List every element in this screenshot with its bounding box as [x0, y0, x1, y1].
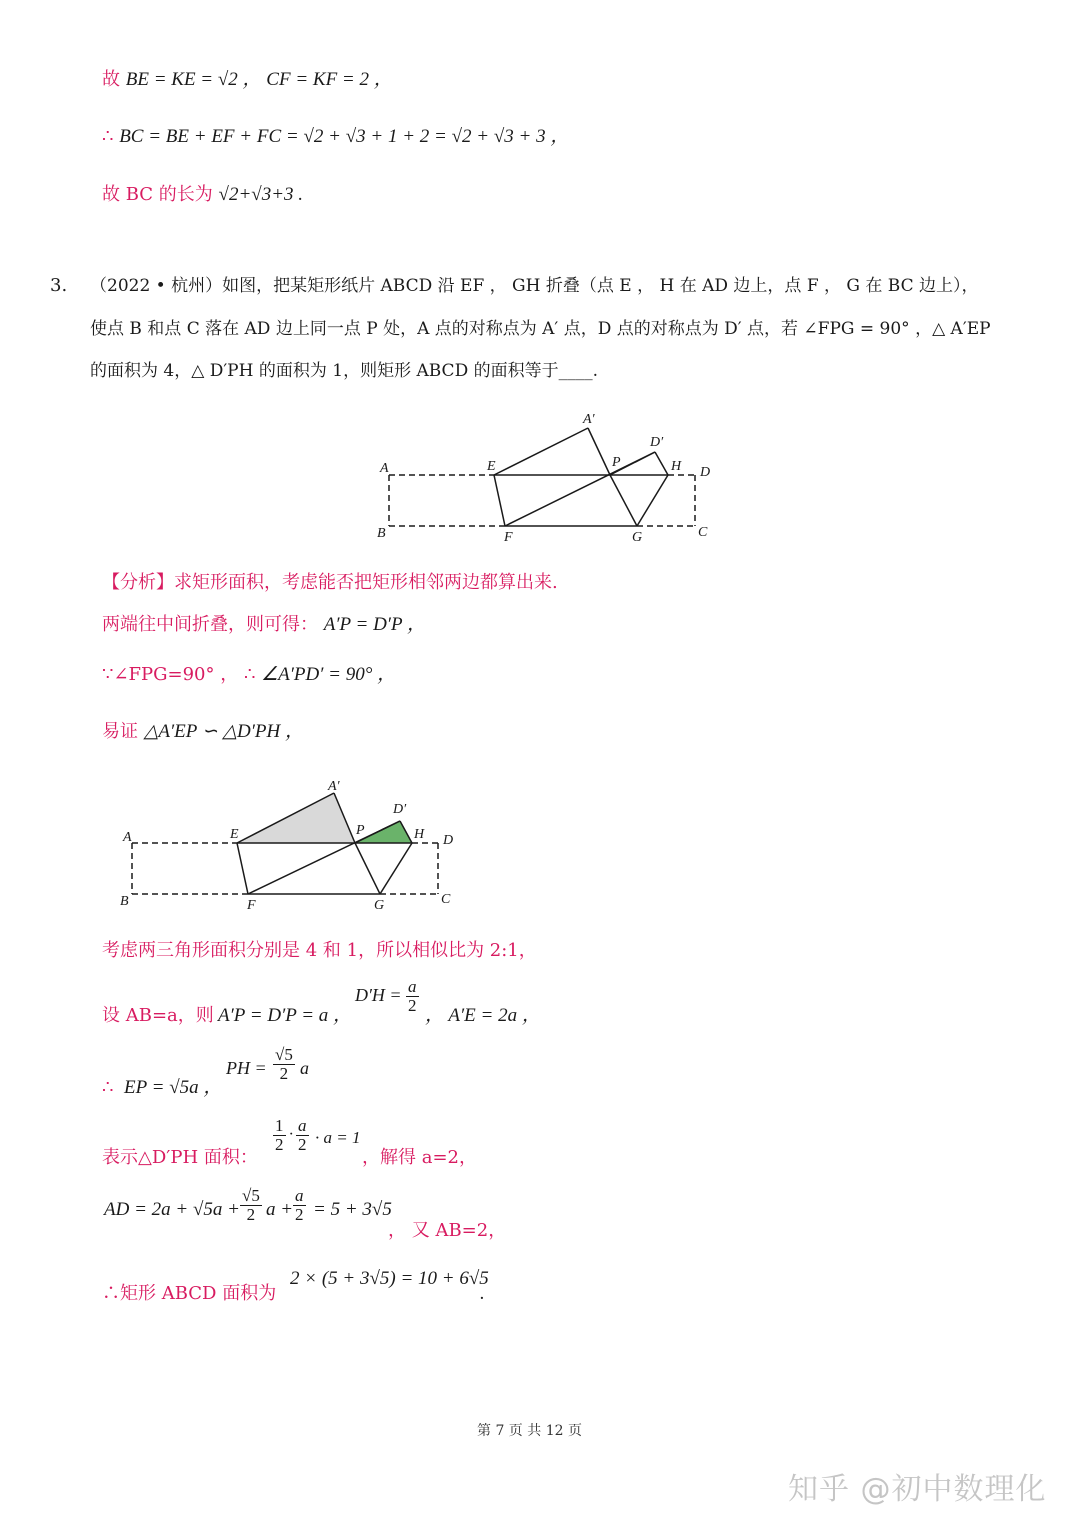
- problem-number: 3.: [50, 275, 68, 296]
- analysis-math: a +: [266, 1199, 294, 1220]
- fraction-denominator: 2: [275, 1135, 284, 1154]
- solution-line-2: [102, 125, 569, 149]
- problem-line-3: 的面积为 4，△ D′PH 的面积为 1，则矩形 ABCD 的面积等于____.: [90, 361, 599, 381]
- label-F: F: [247, 898, 256, 913]
- analysis-math: D′H =: [355, 985, 402, 1005]
- edge-PG: [610, 475, 637, 526]
- solution-math: BC = BE + EF + FC = √2 + √3 + 1 + 2 = √2 + √3 + 3 ，: [119, 126, 570, 147]
- edge-HG: [637, 475, 668, 526]
- label-C: C: [698, 525, 708, 540]
- fraction-denominator: 2: [279, 1064, 289, 1083]
- analysis-text: 两端往中间折叠，则可得：: [102, 614, 318, 635]
- label-A: A: [380, 461, 389, 476]
- analysis-text: ∵∠FPG=90° ， ∴: [102, 664, 256, 685]
- edge-HG: [380, 843, 412, 894]
- problem-line-1: （2022 • 杭州）如图，把某矩形纸片 ABCD 沿 EF ， GH 折叠（点 E ， H 在 AD 边上，点 F ， G 在 BC 边上），: [90, 276, 979, 296]
- label-E: E: [230, 827, 239, 842]
- analysis-line-2: [102, 613, 426, 637]
- analysis-math: AD = 2a + √5a +: [104, 1199, 240, 1220]
- label-C: C: [441, 892, 451, 907]
- solution-math: √2+√3+3 .: [218, 184, 304, 205]
- analysis-math: A′P = D′P = a ，: [218, 1005, 353, 1026]
- figure-fold-1: [370, 400, 720, 550]
- analysis-line-5: 考虑两三角形面积分别是 4 和 1，所以相似比为 2:1，: [102, 940, 537, 961]
- fraction-denominator: 2: [298, 1135, 307, 1154]
- label-G: G: [374, 898, 385, 913]
- fraction-numerator: a: [408, 977, 417, 996]
- analysis-math: · a = 1: [315, 1128, 361, 1147]
- analysis-text: ∴矩形 ABCD 面积为: [102, 1283, 277, 1304]
- analysis-line-1: 【分析】求矩形面积，考虑能否把矩形相邻两边都算出来.: [102, 572, 558, 593]
- solution-line-3: [102, 183, 303, 207]
- solution-prefix: 故: [102, 69, 120, 90]
- dot-operator: ·: [289, 1126, 293, 1143]
- watermark: 知乎 @初中数理化: [788, 1472, 1047, 1507]
- label-D-prime: D′: [650, 435, 664, 450]
- label-F: F: [504, 530, 513, 545]
- fraction-numerator: 1: [275, 1116, 284, 1135]
- analysis-line-3: [102, 663, 396, 687]
- label-D-prime: D′: [393, 802, 407, 817]
- edge-EF: [237, 843, 248, 894]
- analysis-math: = 5 + 3√5: [313, 1199, 392, 1220]
- edge-A-prime-P: [588, 428, 610, 475]
- edge-EF: [494, 475, 505, 526]
- label-A-prime: A′: [583, 412, 595, 427]
- fraction-numerator: a: [295, 1186, 304, 1205]
- fraction-a-over-2: [406, 978, 419, 1015]
- analysis-text: 设 AB=a，则: [102, 1005, 214, 1026]
- analysis-math: PH =: [226, 1058, 267, 1078]
- label-G: G: [632, 530, 643, 545]
- label-A: A: [123, 830, 132, 845]
- label-B: B: [120, 894, 129, 909]
- solution-line-1: [102, 68, 393, 92]
- solution-math: BE = KE = √2 ， CF = KF = 2 ，: [125, 69, 393, 90]
- edge-PG: [355, 843, 380, 894]
- fraction-1-over-2: [273, 1117, 286, 1154]
- analysis-line-4: [102, 720, 304, 744]
- label-E: E: [487, 459, 496, 474]
- analysis-math: ， A′E = 2a ，: [425, 1005, 541, 1026]
- label-D: D: [443, 833, 454, 848]
- label-P: P: [356, 823, 365, 838]
- analysis-prefix: ∴: [102, 1077, 114, 1098]
- fraction-denominator: 2: [295, 1205, 304, 1224]
- label-D: D: [700, 465, 711, 480]
- fraction-denominator: 2: [246, 1205, 256, 1224]
- problem-line-2: 使点 B 和点 C 落在 AD 边上同一点 P 处，A 点的对称点为 A′ 点，D 点的对称点为 D′ 点，若 ∠FPG = 90° ，△ A′EP: [90, 319, 991, 339]
- fraction-sqrt5-over-2: [240, 1187, 262, 1224]
- edge-D-prime-H: [655, 452, 668, 475]
- label-H: H: [671, 459, 682, 474]
- fraction-denominator: 2: [408, 996, 417, 1015]
- edge-EA-prime: [494, 428, 588, 475]
- fraction-a-over-2: [296, 1117, 309, 1154]
- analysis-math: △A′EP ∽ △D′PH ，: [143, 721, 304, 742]
- page-footer: 第 7 页 共 12 页: [477, 1423, 582, 1439]
- label-H: H: [414, 827, 425, 842]
- solution-prefix: ∴: [102, 126, 114, 147]
- analysis-math: 2 × (5 + 3√5) = 10 + 6√5: [290, 1268, 489, 1289]
- label-B: B: [377, 526, 386, 541]
- analysis-math: A′P = D′P ，: [323, 614, 426, 635]
- analysis-math: a: [300, 1058, 309, 1078]
- solution-text: 故 BC 的长为: [102, 184, 213, 205]
- period: .: [480, 1283, 485, 1304]
- label-P: P: [612, 455, 621, 470]
- fraction-sqrt5-over-2: [273, 1046, 295, 1083]
- analysis-text: 表示△D′PH 面积：: [102, 1147, 258, 1168]
- analysis-math: ∠A′PD′ = 90° ，: [261, 664, 397, 685]
- analysis-text: ， 又 AB=2，: [388, 1220, 507, 1241]
- fraction-numerator: a: [298, 1116, 307, 1135]
- fraction-numerator: √5: [242, 1186, 260, 1205]
- analysis-text: ，解得 a=2，: [362, 1147, 477, 1168]
- figure-fold-2: [115, 770, 465, 915]
- fraction-a-over-2: [293, 1187, 306, 1224]
- label-A-prime: A′: [328, 779, 340, 794]
- fraction-numerator: √5: [275, 1045, 293, 1064]
- analysis-text: 易证: [102, 721, 138, 742]
- analysis-math: EP = √5a ，: [124, 1077, 223, 1098]
